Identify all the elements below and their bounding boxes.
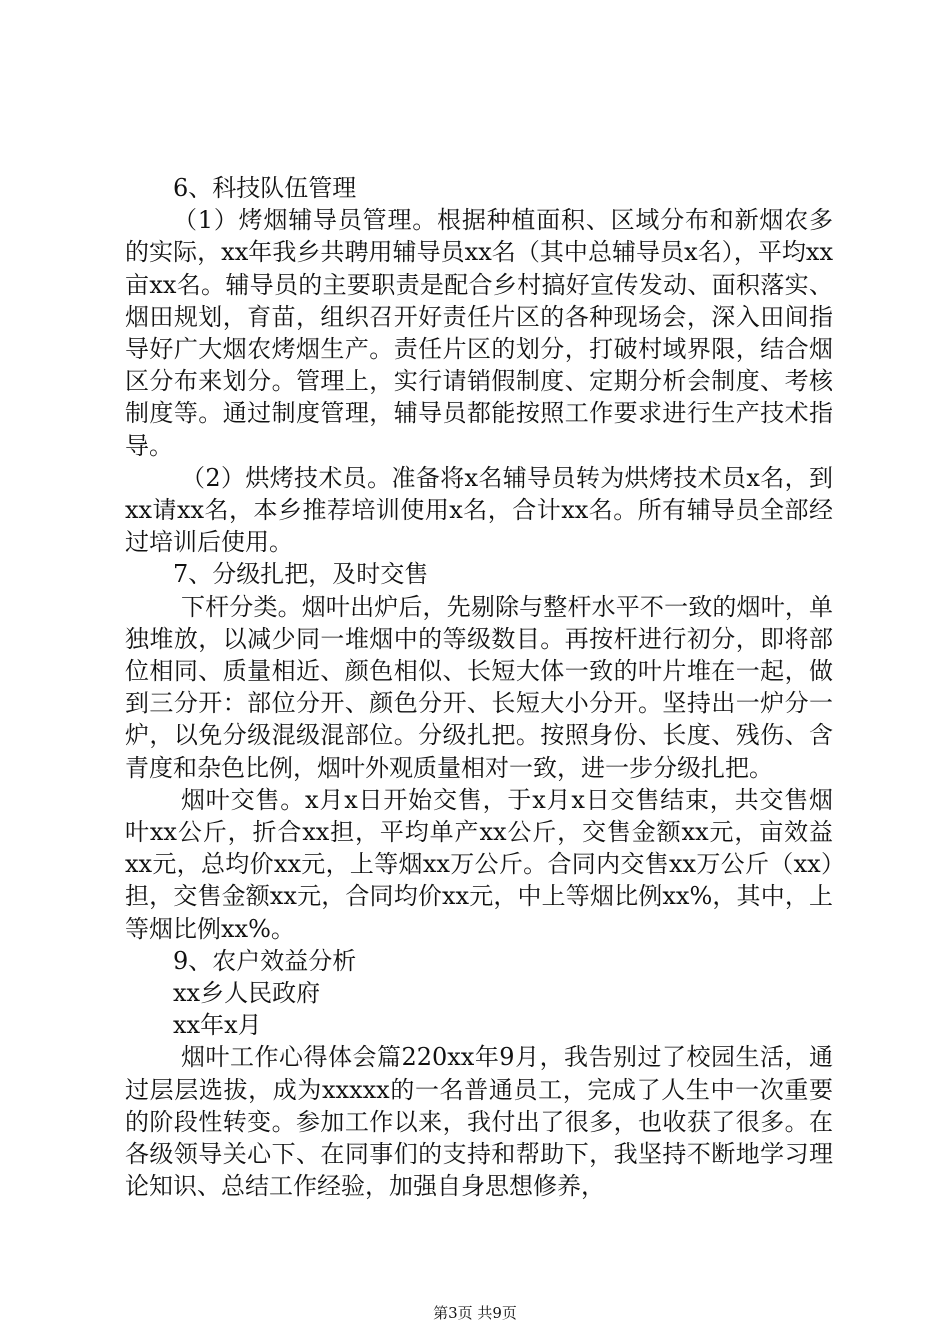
paragraph-curing-technician: （2）烘烤技术员。准备将x名辅导员转为烘烤技术员x名，到xx请xx名，本乡推荐培训使用x名，合计xx名。所有辅导员全部经过培训后使用。 xyxy=(125,463,833,557)
paragraph-tutor-management: （1）烤烟辅导员管理。根据种植面积、区域分布和新烟农多的实际，xx年我乡共聘用辅导员xx名（其中总辅导员x名），平均xx亩xx名。辅导员的主要职责是配合乡村搞好宣传发动、面积落实、烟田规划，育苗，组织召开好责任片区的各种现场会，深入田间指导好广大烟农烤烟生产。责任片区的划分，打破村域界限，结合烟区分布来划分。管理上，实行请销假制度、定期分析会制度、考核制度等。通过制度管理，辅导员都能按照工作要求进行生产技术指导。 xyxy=(125,206,833,460)
section-heading-tech-team: 6、科技队伍管理 xyxy=(173,174,357,202)
signature-government: xx乡人民政府 xyxy=(173,979,321,1008)
document-body xyxy=(125,172,833,1203)
paragraph-leaf-sales: 烟叶交售。x月x日开始交售，于x月x日交售结束，共交售烟叶xx公斤，折合xx担，平均单产xx公斤，交售金额xx元，亩效益xx元，总均价xx元，上等烟xx万公斤。合同内交售xx万公斤（xx）担，交售金额xx元，合同均价xx元，中上等烟比例xx%，其中，上等烟比例xx%。 xyxy=(125,785,833,943)
signature-date: xx年x月 xyxy=(173,1011,262,1040)
page-footer: 第3页 共9页 xyxy=(433,1304,517,1322)
paragraph-sorting: 下杆分类。烟叶出炉后，先剔除与整杆水平不一致的烟叶，单独堆放，以减少同一堆烟中的等级数目。再按杆进行初分，即将部位相同、质量相近、颜色相似、长短大体一致的叶片堆在一起，做到三分开：部位分开、颜色分开、长短大小分开。坚持出一炉分一炉，以免分级混级混部位。分级扎把。按照身份、长度、残伤、含青度和杂色比例，烟叶外观质量相对一致，进一步分级扎把。 xyxy=(125,592,833,782)
paragraph-experience-essay: 烟叶工作心得体会篇220xx年9月，我告别过了校园生活，通过层层选拔，成为xxxxx的一名普通员工，完成了人生中一次重要的阶段性转变。参加工作以来，我付出了很多，也收获了很多。在各级领导关心下、在同事们的支持和帮助下，我坚持不断地学习理论知识、总结工作经验，加强自身思想修养， xyxy=(125,1043,833,1201)
section-heading-farmer-benefit: 9、农户效益分析 xyxy=(173,946,357,975)
section-heading-grading: 7、分级扎把，及时交售 xyxy=(173,560,429,589)
